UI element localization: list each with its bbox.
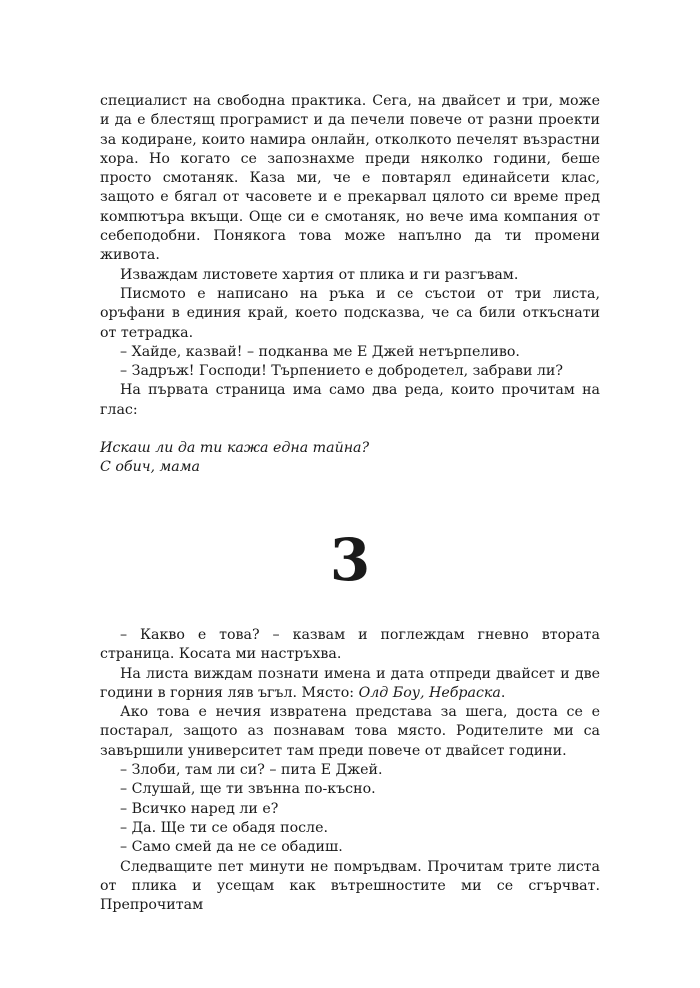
punctuation: .	[500, 684, 506, 701]
paragraph: Писмото е написано на ръка и се състои от три листа, оръфани в единия край, което подсказва, че са били откъснати от тетрадка.	[100, 285, 600, 341]
dialogue-line: – Да. Ще ти се обадя после.	[120, 819, 328, 836]
place-name: Олд Боу, Небраска	[358, 684, 501, 701]
page-text-bottom	[100, 626, 600, 915]
dialogue-line: – Само смей да не се обадиш.	[120, 839, 343, 856]
letter-signature: С обич, мама	[100, 459, 200, 476]
dialogue-line: – Какво е това? – казвам и поглеждам гневно втората страница. Косата ми настръхва.	[100, 627, 600, 663]
letter-line: Искаш ли да ти кажа една тайна?	[100, 440, 370, 457]
dialogue-line: – Злоби, там ли си? – пита Е Джей.	[120, 762, 383, 779]
dialogue-line: – Задръж! Господи! Търпението е добродетел, забрави ли?	[120, 363, 563, 380]
paragraph: Ако това е нечия извратена представа за шега, доста се е постарал, защото аз познавам това място. Родителите ми са завършили университет там преди повече от двайсет години.	[100, 704, 600, 759]
dialogue-line: – Хайде, казвай! – подканва ме Е Джей нетърпеливо.	[120, 343, 520, 360]
paragraph-text: На листа виждам познати имена и дата отпреди двайсет и две години в горния ляв ъгъл. Място:	[100, 665, 600, 701]
paragraph: Изваждам листовете хартия от плика и ги разгъвам.	[120, 266, 519, 283]
paragraph: Следващите пет минути не помръдвам. Прочитам трите листа от плика и усещам как вътрешностите ми се сгърчват. Препрочитам	[100, 858, 600, 914]
paragraph: специалист на свободна практика. Сега, на двайсет и три, може и да е блестящ програмист и да печели повече от разни проекти за кодиране, които намира онлайн, отколкото печелят възрастни хора. Но когато се запознахме преди няколко години, беше просто смотаняк. Каза ми, че е повтарял единайсети клас, защото е бягал от часовете и е прекарвал цялото си време пред компютъра вкъщи. Още си е смотаняк, но вече има компания от себеподобни. Понякога това може напълно да ти промени живота.	[100, 93, 600, 264]
paragraph	[100, 665, 600, 704]
chapter-number: 3	[329, 526, 371, 594]
dialogue-line: – Слушай, ще ти звънна по-късно.	[120, 781, 376, 798]
page-text-top	[100, 92, 600, 478]
paragraph: На първата страница има само два реда, които прочитам на глас:	[100, 382, 600, 418]
dialogue-line: – Всичко наред ли е?	[120, 800, 279, 817]
letter-quote	[100, 439, 600, 478]
